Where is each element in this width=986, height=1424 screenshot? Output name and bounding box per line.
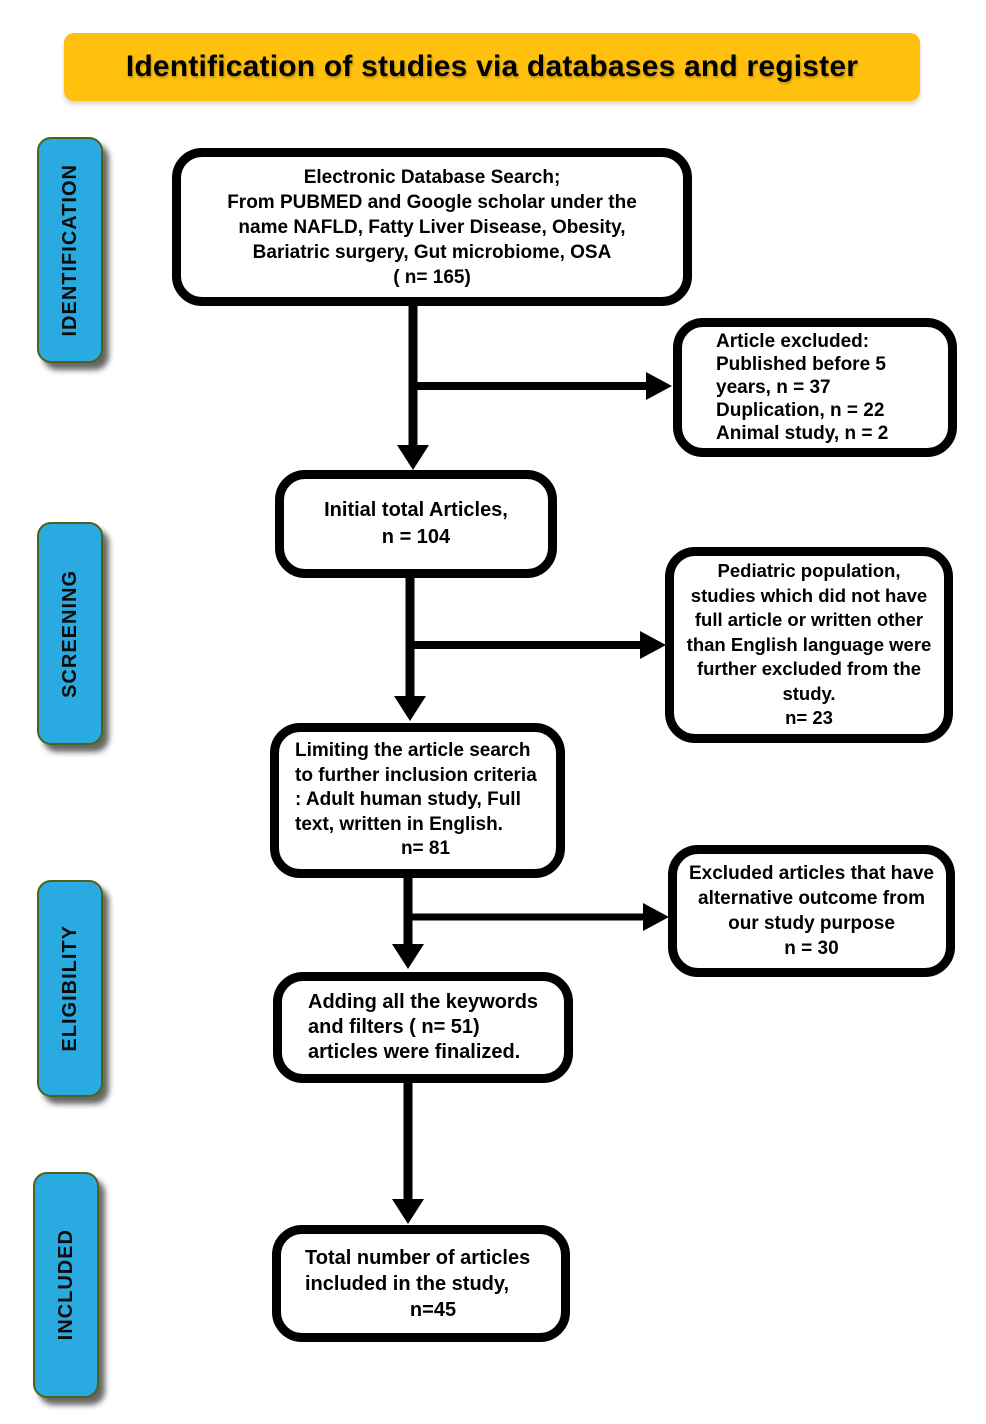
text-line: Total number of articles [305, 1246, 531, 1269]
arrow-down-limiting-to-keywords [392, 874, 424, 969]
text-line: Animal study, n = 2 [716, 423, 889, 444]
text-line: Article excluded: [716, 331, 870, 352]
text-line: n = 104 [381, 526, 451, 548]
text-line: Pediatric population, [717, 560, 901, 582]
text-line: n= 81 [400, 838, 451, 860]
flow-box-total-included [272, 1225, 570, 1342]
text-line: to further inclusion criteria [295, 764, 537, 786]
flow-box-limiting-search [270, 723, 565, 878]
arrow-down-search-to-initial [397, 302, 429, 470]
text-line: Bariatric surgery, Gut microbiome, OSA [252, 241, 612, 263]
text-line: our study purpose [728, 913, 895, 934]
flow-box-pediatric-excluded [665, 547, 953, 743]
text-line: Duplication, n = 22 [716, 400, 885, 421]
text-line: included in the study, [305, 1272, 510, 1295]
stage-label-identification [37, 137, 103, 363]
arrow-down-keywords-to-total [392, 1079, 424, 1224]
text-line: n = 30 [784, 938, 839, 959]
flow-box-initial-total-articles [275, 470, 557, 578]
text-line: Adding all the keywords [308, 991, 539, 1013]
stage-label-eligibility [37, 880, 103, 1097]
stage-label-screening [37, 522, 103, 745]
text-line: further excluded from the [696, 658, 922, 680]
text-line: studies which did not have [690, 584, 928, 606]
stage-label-text: ELIGIBILITY [58, 925, 81, 1052]
text-line: Excluded articles that have [689, 863, 934, 884]
stage-label-text: IDENTIFICATION [58, 163, 81, 337]
text-line: Electronic Database Search; [303, 166, 561, 188]
arrow-right-to-articles-excluded [409, 372, 672, 400]
stage-label-text: SCREENING [58, 569, 81, 698]
text-line: n= 23 [785, 707, 833, 729]
text-line: : Adult human study, Full [295, 789, 521, 811]
arrow-right-to-alternative-excluded [404, 903, 669, 931]
text-line: n=45 [409, 1298, 457, 1321]
text-line: full article or written other [694, 609, 924, 631]
text-line: articles were finalized. [308, 1041, 521, 1063]
text-line: name NAFLD, Fatty Liver Disease, Obesity, [238, 216, 626, 238]
text-line: ( n= 165) [393, 266, 471, 288]
text-line: than English language were [686, 633, 932, 655]
text-line: Limiting the article search [295, 740, 531, 762]
arrow-down-initial-to-limiting [394, 574, 426, 721]
stage-label-included [33, 1172, 99, 1398]
flow-box-keywords-filters [273, 972, 573, 1083]
flow-box-database-search [172, 148, 692, 306]
text-line: text, written in English. [295, 813, 503, 835]
flow-box-articles-excluded [673, 318, 957, 457]
text-line: From PUBMED and Google scholar under the [227, 191, 637, 213]
flow-box-alternative-outcome-excluded [668, 845, 955, 977]
text-line: study. [782, 682, 836, 704]
stage-label-text: INCLUDED [54, 1229, 77, 1341]
page-title: Identification of studies via databases and register [125, 50, 859, 83]
text-line: Published before 5 [716, 354, 886, 375]
arrow-right-to-pediatric-excluded [406, 631, 666, 659]
title-banner [64, 33, 920, 101]
text-line: and filters ( n= 51) [308, 1016, 480, 1038]
text-line: Initial total Articles, [324, 499, 508, 521]
text-line: alternative outcome from [698, 888, 925, 909]
text-line: years, n = 37 [716, 377, 831, 398]
